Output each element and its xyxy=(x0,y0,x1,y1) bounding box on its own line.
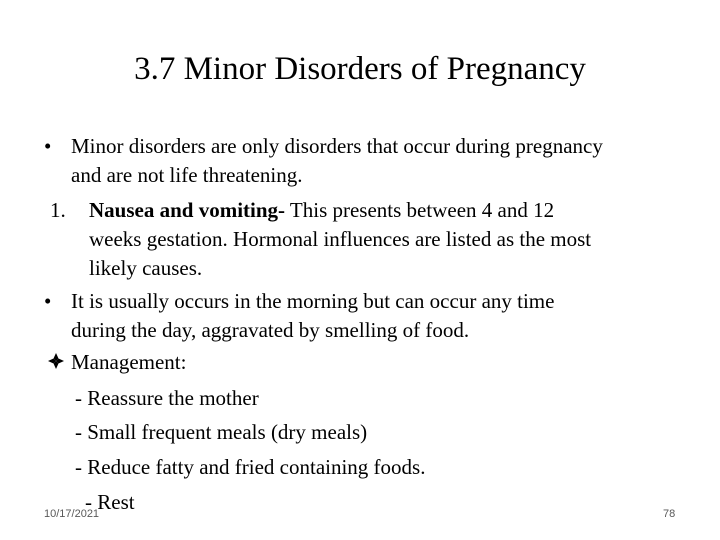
bullet1-line2: and are not life threatening. xyxy=(71,163,303,187)
item1-line1 xyxy=(89,196,554,224)
footer-date: 10/17/2021 xyxy=(44,508,100,520)
management-item: - Rest xyxy=(85,490,135,514)
bullet2-line1: It is usually occurs in the morning but can occur any time xyxy=(71,289,555,313)
management-item: - Reassure the mother xyxy=(75,386,259,410)
management-heading: Management: xyxy=(71,350,187,374)
numbered-marker: 1. xyxy=(50,198,66,222)
item1-line1-rest: This presents between 4 and 12 xyxy=(285,198,555,222)
page-number: 78 xyxy=(663,508,676,520)
management-item: - Reduce fatty and fried containing foods. xyxy=(75,455,426,479)
item1-line3: likely causes. xyxy=(89,256,203,280)
bullet2-line2: during the day, aggravated by smelling of food. xyxy=(71,318,470,342)
bullet-marker: • xyxy=(44,289,52,313)
item1-line2: weeks gestation. Hormonal influences are listed as the most xyxy=(89,227,592,251)
item1-bold-term: Nausea and vomiting- xyxy=(89,198,286,222)
management-item: - Small frequent meals (dry meals) xyxy=(75,420,368,444)
bullet1-line1: Minor disorders are only disorders that occur during pregnancy xyxy=(71,134,603,158)
bullet-marker: • xyxy=(44,134,52,158)
slide-title: 3.7 Minor Disorders of Pregnancy xyxy=(134,51,586,87)
diamond-bullet-icon xyxy=(48,353,64,369)
